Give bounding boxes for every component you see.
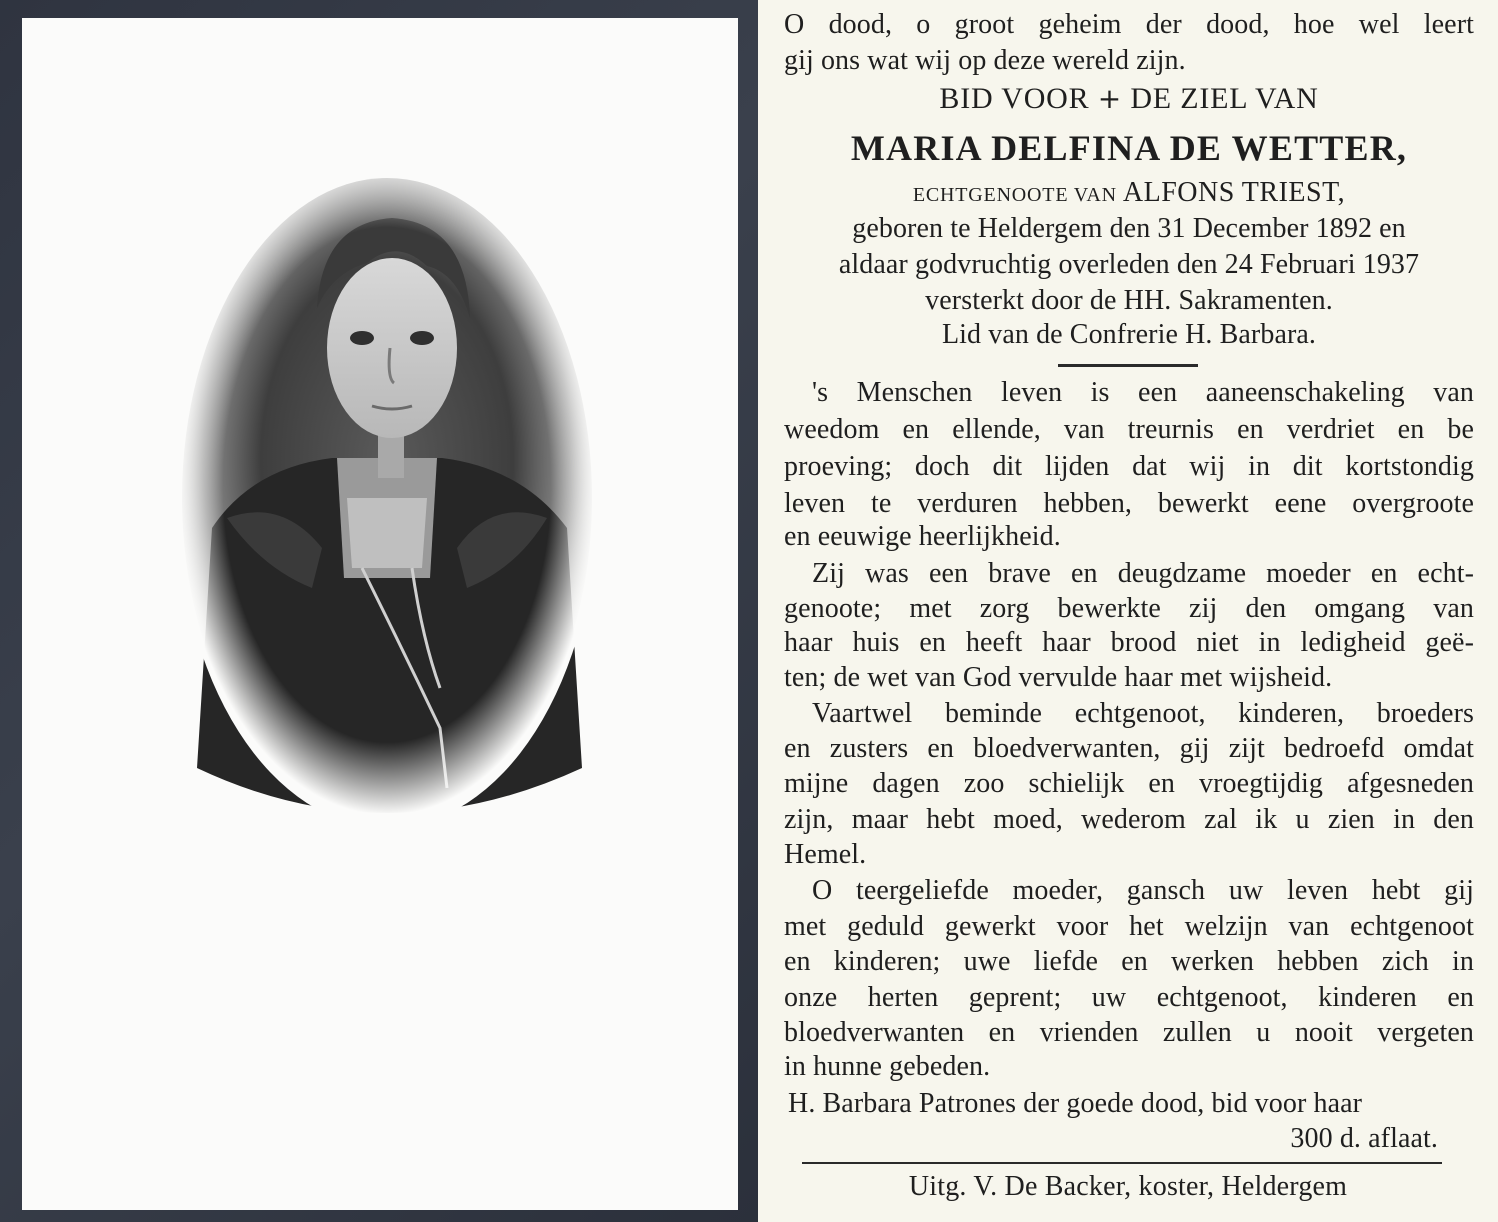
death-line: aldaar godvruchtig overleden den 24 Februari 1937 [838, 249, 1420, 280]
body-line: en zusters en bloedverwanten, gij zijt bedroefd omdat [784, 733, 1474, 764]
body-line: weedom en ellende, van treurnis en verdriet en be [784, 414, 1474, 445]
body-line: met geduld gewerkt voor het welzijn van echtgenoot [784, 911, 1474, 942]
indulgence-line: 300 d. aflaat. [1290, 1123, 1438, 1154]
portrait-image [172, 168, 602, 848]
bid-voor-right: DE ZIEL VAN [1130, 82, 1319, 115]
body-line: zijn, maar hebt moed, wederom zal ik u zien in den [784, 804, 1474, 835]
publisher-line: Uitg. V. De Backer, koster, Heldergem [908, 1171, 1348, 1202]
deceased-name: MARIA DELFINA DE WETTER, [850, 128, 1408, 168]
body-line: Hemel. [784, 839, 867, 870]
body-line: O teergeliefde moeder, gansch uw leven hebt gij [812, 875, 1474, 906]
bid-voor-heading [784, 84, 1474, 114]
photo-mount [22, 18, 738, 1210]
body-line: haar huis en heeft haar brood niet in ledigheid geë- [784, 627, 1474, 658]
body-line: en eeuwige heerlijkheid. [784, 521, 1061, 552]
footer-rule [802, 1162, 1442, 1164]
portrait-photo [172, 168, 602, 848]
body-line: leven te verduren hebben, bewerkt eene overgroote [784, 488, 1474, 519]
memorial-text-card [758, 0, 1498, 1222]
body-line: onze herten geprent; uw echtgenoot, kinderen en [784, 982, 1474, 1013]
sacraments-line: versterkt door de HH. Sakramenten. [925, 285, 1333, 316]
body-line: Vaartwel beminde echtgenoot, kinderen, broeders [812, 698, 1474, 729]
body-line: bloedverwanten en vrienden zullen u nooit vergeten [784, 1017, 1474, 1048]
body-line: genoote; met zorg bewerkte zij den omgang van [784, 593, 1474, 624]
body-line: en kinderen; uwe liefde en werken hebben zich in [784, 946, 1474, 977]
body-line: ten; de wet van God vervulde haar met wijsheid. [784, 662, 1333, 693]
spouse-prefix: ECHTGENOOTE VAN [912, 184, 1117, 206]
section-divider [1058, 364, 1198, 367]
body-line: 's Menschen leven is een aaneenschakeling van [812, 377, 1474, 408]
prayer-line-1: O dood, o groot geheim der dood, hoe wel leert [784, 9, 1474, 40]
cross-icon: + [1097, 82, 1123, 115]
body-line: in hunne gebeden. [784, 1051, 991, 1082]
prayer-line-2: gij ons wat wij op deze wereld zijn. [784, 45, 1186, 76]
birth-line: geboren te Heldergem den 31 December 1892 en [852, 213, 1406, 244]
spouse-line [784, 178, 1474, 210]
body-line: proeving; doch dit lijden dat wij in dit kortstondig [784, 451, 1474, 482]
spouse-name: ALFONS TRIEST, [1122, 177, 1346, 208]
bid-voor-left: BID VOOR [939, 82, 1090, 115]
invocation-line: H. Barbara Patrones der goede dood, bid voor haar [788, 1088, 1363, 1119]
body-line: Zij was een brave en deugdzame moeder en echt- [812, 558, 1474, 589]
confraternity-line: Lid van de Confrerie H. Barbara. [941, 319, 1317, 350]
body-line: mijne dagen zoo schielijk en vroegtijdig afgesneden [784, 768, 1474, 799]
